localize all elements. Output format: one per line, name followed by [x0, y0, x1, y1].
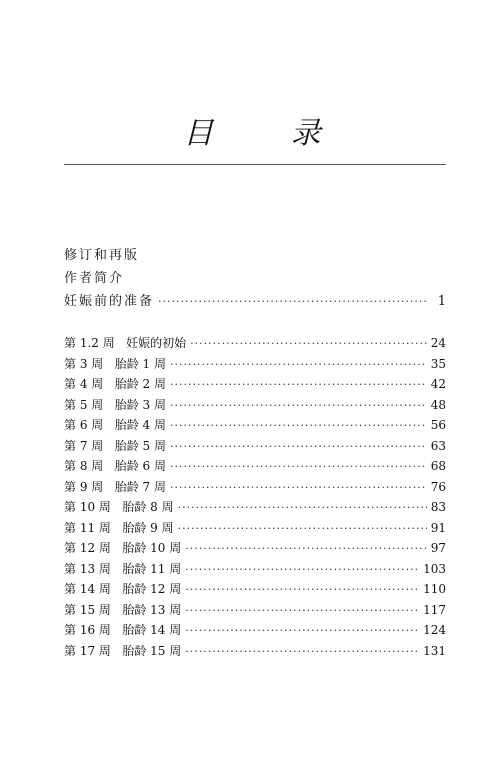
- toc-entry-label: 第 1.2 周 妊娠的初始: [64, 336, 187, 350]
- dot-leader: [170, 399, 427, 412]
- toc-entry[interactable]: [64, 580, 446, 601]
- toc-page-number: 24: [430, 336, 446, 350]
- toc-page-number: 83: [430, 500, 446, 514]
- toc-entry-label: 第 14 周 胎龄 12 周: [64, 582, 182, 596]
- toc-page-number: 76: [430, 479, 446, 494]
- toc-entry-label: 第 10 周 胎龄 8 周: [64, 500, 174, 514]
- toc-entry[interactable]: [64, 560, 446, 581]
- toc-entry-label: 第 16 周 胎龄 14 周: [64, 623, 182, 637]
- toc-page-number: 103: [423, 561, 446, 576]
- toc-entry-revision[interactable]: [64, 244, 446, 267]
- dot-leader: [170, 481, 427, 494]
- toc-entry-label: 第 12 周 胎龄 10 周: [64, 541, 182, 555]
- dot-leader: [190, 337, 427, 350]
- toc-entry-label: 第 4 周 胎龄 2 周: [64, 377, 166, 391]
- toc-entry[interactable]: [64, 416, 446, 437]
- toc-entry[interactable]: [64, 498, 446, 519]
- toc-entry[interactable]: [64, 519, 446, 540]
- toc-page-number: 117: [423, 602, 446, 617]
- toc-page-number: 110: [423, 582, 446, 596]
- toc-entry-author[interactable]: [64, 267, 446, 290]
- toc-entry-label: 作者简介: [64, 271, 125, 286]
- front-matter-list: [64, 244, 446, 313]
- toc-entry-label: 修订和再版: [64, 248, 140, 263]
- toc-page-number: 131: [423, 643, 446, 658]
- toc-page-number: 48: [430, 397, 446, 412]
- toc-entry-label: 第 5 周 胎龄 3 周: [64, 397, 166, 412]
- toc-entry-label: 第 13 周 胎龄 11 周: [64, 561, 182, 576]
- toc-entry-label: 妊娠前的准备: [64, 294, 155, 309]
- dot-leader: [170, 460, 427, 473]
- toc-entry[interactable]: [64, 642, 446, 663]
- toc-entry-label: 第 9 周 胎龄 7 周: [64, 479, 166, 494]
- dot-leader: [178, 501, 427, 514]
- dot-leader: [185, 604, 419, 617]
- toc-entry-label: 第 6 周 胎龄 4 周: [64, 418, 166, 432]
- dot-leader: [185, 563, 419, 576]
- dot-leader: [158, 295, 428, 308]
- dot-leader: [170, 378, 427, 391]
- toc-page-number: 1: [437, 294, 446, 309]
- dot-leader: [178, 522, 427, 535]
- toc-page-number: 56: [430, 418, 446, 432]
- toc-entry[interactable]: [64, 355, 446, 376]
- weekly-chapter-list: [64, 334, 446, 662]
- dot-leader: [185, 583, 419, 596]
- toc-entry[interactable]: [64, 539, 446, 560]
- page-title: 目 录: [183, 116, 355, 151]
- toc-entry[interactable]: [64, 478, 446, 499]
- dot-leader: [170, 358, 427, 371]
- dot-leader: [185, 542, 426, 555]
- toc-entry[interactable]: [64, 375, 446, 396]
- toc-entry[interactable]: [64, 437, 446, 458]
- toc-entry-label: 第 17 周 胎龄 15 周: [64, 643, 182, 658]
- dot-leader: [185, 645, 419, 658]
- toc-entry-label: 第 7 周 胎龄 5 周: [64, 438, 166, 453]
- toc-entry[interactable]: [64, 457, 446, 478]
- toc-entry-preconception[interactable]: [64, 290, 446, 313]
- dot-leader: [170, 419, 427, 432]
- dot-leader: [170, 440, 427, 453]
- toc-entry[interactable]: [64, 334, 446, 355]
- toc-entry-label: 第 3 周 胎龄 1 周: [64, 356, 166, 371]
- toc-entry[interactable]: [64, 396, 446, 417]
- dot-leader: [185, 624, 419, 637]
- toc-entry[interactable]: [64, 621, 446, 642]
- toc-page-number: 91: [430, 520, 446, 535]
- toc-entry-label: 第 8 周 胎龄 6 周: [64, 459, 166, 473]
- title-divider: [64, 164, 446, 165]
- toc-page-number: 68: [430, 459, 446, 473]
- toc-entry[interactable]: [64, 601, 446, 622]
- toc-entry-label: 第 11 周 胎龄 9 周: [64, 520, 174, 535]
- toc-page-number: 35: [430, 356, 446, 371]
- toc-page-number: 63: [430, 438, 446, 453]
- toc-page-number: 42: [430, 377, 446, 391]
- toc-page-number: 124: [423, 623, 446, 637]
- toc-entry-label: 第 15 周 胎龄 13 周: [64, 602, 182, 617]
- toc-page-number: 97: [430, 541, 446, 555]
